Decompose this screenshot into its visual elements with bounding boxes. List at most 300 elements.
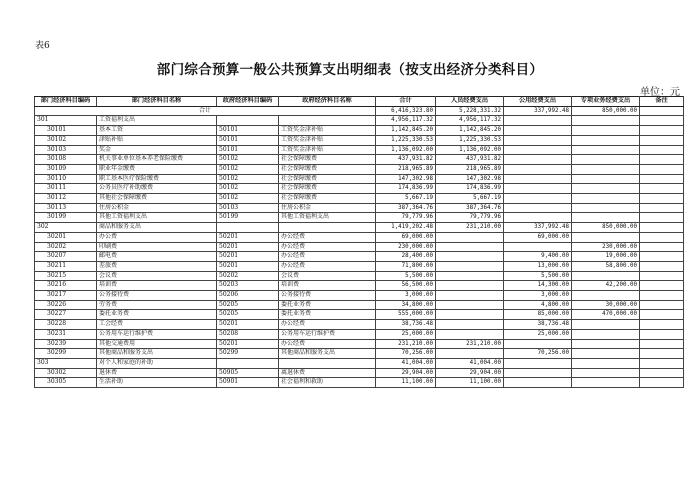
- remark-cell: [640, 203, 684, 213]
- dept-name-cell: 基本工资: [97, 126, 217, 136]
- table-row: [35, 349, 684, 359]
- dept-name-cell: 职工基本医疗保险缴费: [97, 174, 217, 184]
- personnel-cell: 1,142,845.20: [436, 126, 504, 136]
- special-cell: [572, 339, 640, 349]
- gov-code-cell: 50103: [217, 203, 279, 213]
- gov-name-cell: [279, 116, 376, 126]
- table-header-row: [35, 97, 684, 107]
- dept-code-cell: 30228: [35, 320, 97, 330]
- special-cell: 30,000.00: [572, 300, 640, 310]
- dept-name-cell: 工会经费: [97, 320, 217, 330]
- personnel-cell: 1,136,092.00: [436, 145, 504, 155]
- dept-code-cell: 30239: [35, 339, 97, 349]
- public-cell: 13,000.00: [504, 261, 572, 271]
- remark-cell: [640, 242, 684, 252]
- personnel-cell: [436, 252, 504, 262]
- personnel-cell: [436, 261, 504, 271]
- gov-name-cell: [279, 358, 376, 368]
- gov-code-cell: 50102: [217, 174, 279, 184]
- total-cell: 56,500.00: [376, 281, 436, 291]
- special-cell: [572, 203, 640, 213]
- special-cell: 470,000.00: [572, 310, 640, 320]
- gov-code-cell: 50199: [217, 213, 279, 223]
- total-cell: 6,416,323.80: [376, 106, 436, 116]
- total-cell: 437,931.82: [376, 155, 436, 165]
- gov-name-cell: 工资奖金津补贴: [279, 126, 376, 136]
- total-cell: 38,736.48: [376, 320, 436, 330]
- remark-cell: [640, 184, 684, 194]
- dept-name-cell: 其他交通费用: [97, 339, 217, 349]
- dept-code-cell: 30299: [35, 349, 97, 359]
- public-cell: 337,992.48: [504, 223, 572, 233]
- header-public: 公用经费支出: [504, 97, 572, 107]
- gov-name-cell: 社会保障缴费: [279, 184, 376, 194]
- remark-cell: [640, 339, 684, 349]
- public-cell: [504, 145, 572, 155]
- table-row: [35, 116, 684, 126]
- personnel-cell: 11,100.00: [436, 378, 504, 388]
- total-cell: 5,500.00: [376, 271, 436, 281]
- gov-code-cell: 50208: [217, 329, 279, 339]
- public-cell: 85,000.00: [504, 310, 572, 320]
- dept-code-cell: 30215: [35, 271, 97, 281]
- header-dept-code: 部门经济科目编码: [35, 97, 97, 107]
- gov-code-cell: 50201: [217, 339, 279, 349]
- gov-name-cell: 其他工资福利支出: [279, 213, 376, 223]
- total-cell: 70,256.00: [376, 349, 436, 359]
- dept-code-cell: 301: [35, 116, 97, 126]
- personnel-cell: 174,836.99: [436, 184, 504, 194]
- public-cell: [504, 155, 572, 165]
- total-cell: 34,800.00: [376, 300, 436, 310]
- remark-cell: [640, 261, 684, 271]
- remark-cell: [640, 155, 684, 165]
- special-cell: [572, 232, 640, 242]
- public-cell: 38,736.48: [504, 320, 572, 330]
- personnel-cell: 231,210.00: [436, 339, 504, 349]
- public-cell: 4,800.00: [504, 300, 572, 310]
- personnel-cell: 5,667.19: [436, 194, 504, 204]
- table-row: [35, 223, 684, 233]
- table-row: [35, 242, 684, 252]
- personnel-cell: 29,904.00: [436, 368, 504, 378]
- table-row: [35, 194, 684, 204]
- gov-code-cell: 50101: [217, 135, 279, 145]
- gov-code-cell: 50201: [217, 242, 279, 252]
- remark-cell: [640, 194, 684, 204]
- special-cell: 19,000.00: [572, 252, 640, 262]
- dept-name-cell: 培训费: [97, 281, 217, 291]
- gov-name-cell: 办公经费: [279, 339, 376, 349]
- special-cell: [572, 184, 640, 194]
- dept-code-cell: 303: [35, 358, 97, 368]
- public-cell: 70,256.00: [504, 349, 572, 359]
- dept-code-cell: 30201: [35, 232, 97, 242]
- remark-cell: [640, 223, 684, 233]
- special-cell: 230,000.00: [572, 242, 640, 252]
- remark-cell: [640, 329, 684, 339]
- gov-code-cell: 50905: [217, 368, 279, 378]
- table-row: [35, 300, 684, 310]
- public-cell: [504, 184, 572, 194]
- table-row: [35, 174, 684, 184]
- dept-code-cell: 30109: [35, 164, 97, 174]
- header-remark: 备注: [640, 97, 684, 107]
- remark-cell: [640, 291, 684, 301]
- dept-name-cell: 劳务费: [97, 300, 217, 310]
- total-special-cell: 850,000.00: [572, 106, 640, 116]
- total-cell: 231,210.00: [376, 339, 436, 349]
- special-cell: 850,000.00: [572, 223, 640, 233]
- remark-cell: [640, 349, 684, 359]
- personnel-cell: [436, 320, 504, 330]
- public-cell: [504, 174, 572, 184]
- gov-name-cell: 办公经费: [279, 242, 376, 252]
- dept-name-cell: 职业年金缴费: [97, 164, 217, 174]
- dept-name-cell: 津贴补贴: [97, 135, 217, 145]
- total-cell: 230,000.00: [376, 242, 436, 252]
- special-cell: [572, 291, 640, 301]
- remark-cell: [640, 378, 684, 388]
- remark-cell: [640, 368, 684, 378]
- total-public-cell: 337,992.48: [504, 106, 572, 116]
- dept-name-cell: 公务用车运行维护费: [97, 329, 217, 339]
- personnel-cell: 79,779.96: [436, 213, 504, 223]
- total-cell: 11,100.00: [376, 378, 436, 388]
- table-row: [35, 271, 684, 281]
- remark-cell: [640, 281, 684, 291]
- special-cell: [572, 194, 640, 204]
- header-gov-code: 政府经济科目编码: [217, 97, 279, 107]
- dept-code-cell: 30199: [35, 213, 97, 223]
- dept-name-cell: 退休费: [97, 368, 217, 378]
- personnel-cell: [436, 349, 504, 359]
- page-title: 部门综合预算一般公共预算支出明细表（按支出经济分类科目）: [156, 62, 544, 78]
- dept-name-cell: 工资福利支出: [97, 116, 217, 126]
- gov-name-cell: 工资奖金津补贴: [279, 135, 376, 145]
- total-cell: 174,836.99: [376, 184, 436, 194]
- gov-name-cell: 其他商品和服务支出: [279, 349, 376, 359]
- header-total: 合计: [376, 97, 436, 107]
- personnel-cell: 387,364.76: [436, 203, 504, 213]
- table-row: [35, 378, 684, 388]
- gov-name-cell: 公务用车运行维护费: [279, 329, 376, 339]
- personnel-cell: 231,210.00: [436, 223, 504, 233]
- gov-name-cell: 办公经费: [279, 320, 376, 330]
- dept-code-cell: 30226: [35, 300, 97, 310]
- public-cell: [504, 135, 572, 145]
- gov-name-cell: 办公经费: [279, 232, 376, 242]
- table-row: [35, 164, 684, 174]
- total-cell: 1,136,092.00: [376, 145, 436, 155]
- remark-cell: [640, 252, 684, 262]
- table-row: [35, 329, 684, 339]
- remark-cell: [640, 232, 684, 242]
- total-label: 合计: [35, 106, 376, 116]
- total-cell: 218,965.89: [376, 164, 436, 174]
- dept-code-cell: 30217: [35, 291, 97, 301]
- table-row: [35, 281, 684, 291]
- gov-code-cell: 50102: [217, 155, 279, 165]
- special-cell: [572, 135, 640, 145]
- public-cell: 69,000.00: [504, 232, 572, 242]
- dept-name-cell: 委托业务费: [97, 310, 217, 320]
- table-row: [35, 261, 684, 271]
- header-personnel: 人员经费支出: [436, 97, 504, 107]
- gov-code-cell: 50299: [217, 349, 279, 359]
- dept-code-cell: 30216: [35, 281, 97, 291]
- dept-code-cell: 30227: [35, 310, 97, 320]
- gov-code-cell: 50102: [217, 194, 279, 204]
- personnel-cell: [436, 232, 504, 242]
- dept-code-cell: 30302: [35, 368, 97, 378]
- gov-name-cell: 公务接待费: [279, 291, 376, 301]
- gov-name-cell: 会议费: [279, 271, 376, 281]
- dept-name-cell: 公务接待费: [97, 291, 217, 301]
- public-cell: [504, 242, 572, 252]
- gov-code-cell: 50102: [217, 184, 279, 194]
- table-row: [35, 252, 684, 262]
- gov-code-cell: [217, 358, 279, 368]
- gov-code-cell: 50205: [217, 300, 279, 310]
- dept-name-cell: 会议费: [97, 271, 217, 281]
- public-cell: 9,400.00: [504, 252, 572, 262]
- dept-name-cell: 办公费: [97, 232, 217, 242]
- special-cell: [572, 378, 640, 388]
- special-cell: 42,200.00: [572, 281, 640, 291]
- gov-name-cell: 培训费: [279, 281, 376, 291]
- special-cell: [572, 368, 640, 378]
- dept-code-cell: 30305: [35, 378, 97, 388]
- dept-code-cell: 30111: [35, 184, 97, 194]
- personnel-cell: 4,956,117.32: [436, 116, 504, 126]
- dept-code-cell: 30113: [35, 203, 97, 213]
- remark-cell: [640, 271, 684, 281]
- total-cell: 1,419,202.48: [376, 223, 436, 233]
- special-cell: [572, 155, 640, 165]
- special-cell: [572, 145, 640, 155]
- remark-cell: [640, 174, 684, 184]
- gov-code-cell: 50101: [217, 126, 279, 136]
- table-row: [35, 145, 684, 155]
- remark-cell: [640, 213, 684, 223]
- table-row: [35, 339, 684, 349]
- total-cell: 387,364.76: [376, 203, 436, 213]
- dept-name-cell: 生活补助: [97, 378, 217, 388]
- public-cell: [504, 368, 572, 378]
- dept-name-cell: 商品和服务支出: [97, 223, 217, 233]
- total-cell: 41,004.00: [376, 358, 436, 368]
- personnel-cell: [436, 329, 504, 339]
- special-cell: [572, 358, 640, 368]
- gov-code-cell: [217, 223, 279, 233]
- dept-code-cell: 30112: [35, 194, 97, 204]
- total-cell: 69,000.00: [376, 232, 436, 242]
- dept-name-cell: 对个人和家庭的补助: [97, 358, 217, 368]
- public-cell: 5,500.00: [504, 271, 572, 281]
- gov-code-cell: 50901: [217, 378, 279, 388]
- gov-code-cell: 50201: [217, 232, 279, 242]
- remark-cell: [640, 300, 684, 310]
- gov-code-cell: 50205: [217, 310, 279, 320]
- total-cell: 1,142,845.20: [376, 126, 436, 136]
- table-row: [35, 135, 684, 145]
- gov-name-cell: 社会保障缴费: [279, 194, 376, 204]
- table-row: [35, 203, 684, 213]
- gov-code-cell: 50102: [217, 164, 279, 174]
- table-row: [35, 213, 684, 223]
- public-cell: [504, 378, 572, 388]
- table-row: [35, 184, 684, 194]
- gov-code-cell: 50202: [217, 271, 279, 281]
- dept-code-cell: 30101: [35, 126, 97, 136]
- dept-name-cell: 其他社会保障缴费: [97, 194, 217, 204]
- gov-name-cell: [279, 223, 376, 233]
- table-row: [35, 155, 684, 165]
- total-cell: 29,904.00: [376, 368, 436, 378]
- dept-code-cell: 30108: [35, 155, 97, 165]
- remark-cell: [640, 135, 684, 145]
- special-cell: [572, 329, 640, 339]
- total-cell: 5,667.19: [376, 194, 436, 204]
- special-cell: [572, 320, 640, 330]
- special-cell: [572, 349, 640, 359]
- personnel-cell: 41,004.00: [436, 358, 504, 368]
- table-row: [35, 126, 684, 136]
- gov-name-cell: 住房公积金: [279, 203, 376, 213]
- dept-code-cell: 30231: [35, 329, 97, 339]
- personnel-cell: [436, 310, 504, 320]
- dept-code-cell: 30110: [35, 174, 97, 184]
- special-cell: [572, 174, 640, 184]
- remark-cell: [640, 320, 684, 330]
- dept-name-cell: 其他商品和服务支出: [97, 349, 217, 359]
- gov-name-cell: 办公经费: [279, 261, 376, 271]
- personnel-cell: 1,225,330.53: [436, 135, 504, 145]
- dept-name-cell: 差旅费: [97, 261, 217, 271]
- dept-name-cell: 其他工资福利支出: [97, 213, 217, 223]
- total-cell: 1,225,330.53: [376, 135, 436, 145]
- special-cell: [572, 116, 640, 126]
- gov-name-cell: 离退休费: [279, 368, 376, 378]
- gov-code-cell: [217, 116, 279, 126]
- dept-name-cell: 公务员医疗补助缴费: [97, 184, 217, 194]
- gov-name-cell: 办公经费: [279, 252, 376, 262]
- dept-code-cell: 30102: [35, 135, 97, 145]
- public-cell: [504, 213, 572, 223]
- public-cell: [504, 164, 572, 174]
- gov-name-cell: 委托业务费: [279, 310, 376, 320]
- special-cell: [572, 271, 640, 281]
- gov-name-cell: 工资奖金津补贴: [279, 145, 376, 155]
- gov-name-cell: 社会保障缴费: [279, 174, 376, 184]
- total-cell: 3,000.00: [376, 291, 436, 301]
- total-cell: 79,779.96: [376, 213, 436, 223]
- header-special: 专项业务经费支出: [572, 97, 640, 107]
- public-cell: [504, 358, 572, 368]
- dept-name-cell: 住房公积金: [97, 203, 217, 213]
- gov-code-cell: 50201: [217, 252, 279, 262]
- special-cell: [572, 164, 640, 174]
- public-cell: [504, 194, 572, 204]
- total-remark-cell: [640, 106, 684, 116]
- table-row: [35, 232, 684, 242]
- remark-cell: [640, 358, 684, 368]
- total-row: [35, 106, 684, 116]
- total-cell: 555,000.00: [376, 310, 436, 320]
- header-gov-name: 政府经济科目名称: [279, 97, 376, 107]
- public-cell: [504, 116, 572, 126]
- gov-name-cell: 社会保障缴费: [279, 155, 376, 165]
- public-cell: [504, 203, 572, 213]
- dept-name-cell: 奖金: [97, 145, 217, 155]
- personnel-cell: [436, 242, 504, 252]
- special-cell: [572, 213, 640, 223]
- dept-code-cell: 302: [35, 223, 97, 233]
- remark-cell: [640, 126, 684, 136]
- public-cell: [504, 126, 572, 136]
- personnel-cell: 147,302.98: [436, 174, 504, 184]
- personnel-cell: 218,965.89: [436, 164, 504, 174]
- dept-name-cell: 印刷费: [97, 242, 217, 252]
- personnel-cell: [436, 281, 504, 291]
- total-cell: 4,956,117.32: [376, 116, 436, 126]
- table-row: [35, 368, 684, 378]
- public-cell: 25,000.00: [504, 329, 572, 339]
- dept-code-cell: 30207: [35, 252, 97, 262]
- remark-cell: [640, 310, 684, 320]
- personnel-cell: [436, 300, 504, 310]
- dept-code-cell: 30103: [35, 145, 97, 155]
- total-cell: 28,400.00: [376, 252, 436, 262]
- public-cell: [504, 339, 572, 349]
- total-cell: 147,302.98: [376, 174, 436, 184]
- total-personnel-cell: 5,228,331.32: [436, 106, 504, 116]
- remark-cell: [640, 164, 684, 174]
- dept-name-cell: 机关事业单位基本养老保险缴费: [97, 155, 217, 165]
- remark-cell: [640, 116, 684, 126]
- gov-name-cell: 委托业务费: [279, 300, 376, 310]
- gov-name-cell: 社会保障缴费: [279, 164, 376, 174]
- personnel-cell: [436, 271, 504, 281]
- special-cell: 58,800.00: [572, 261, 640, 271]
- gov-name-cell: 社会福利和救助: [279, 378, 376, 388]
- table-number: 表6: [35, 41, 50, 51]
- table-row: [35, 320, 684, 330]
- dept-name-cell: 邮电费: [97, 252, 217, 262]
- dept-code-cell: 30211: [35, 261, 97, 271]
- header-dept-name: 部门经济科目名称: [97, 97, 217, 107]
- public-cell: 3,000.00: [504, 291, 572, 301]
- table-row: [35, 310, 684, 320]
- table-row: [35, 291, 684, 301]
- total-cell: 71,800.00: [376, 261, 436, 271]
- remark-cell: [640, 145, 684, 155]
- special-cell: [572, 126, 640, 136]
- dept-code-cell: 30202: [35, 242, 97, 252]
- unit-label: 单位：元: [640, 87, 680, 98]
- total-cell: 25,000.00: [376, 329, 436, 339]
- expenditure-table: [34, 96, 684, 388]
- personnel-cell: [436, 291, 504, 301]
- gov-code-cell: 50101: [217, 145, 279, 155]
- table-row: [35, 358, 684, 368]
- gov-code-cell: 50201: [217, 320, 279, 330]
- personnel-cell: 437,931.82: [436, 155, 504, 165]
- gov-code-cell: 50206: [217, 291, 279, 301]
- gov-code-cell: 50201: [217, 261, 279, 271]
- public-cell: 14,300.00: [504, 281, 572, 291]
